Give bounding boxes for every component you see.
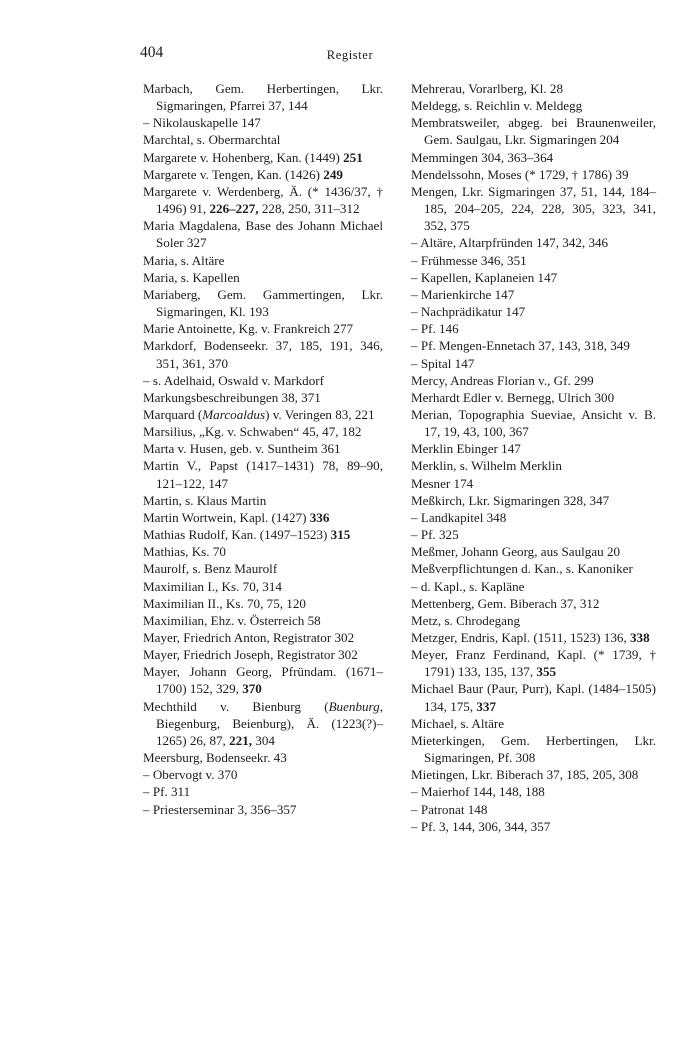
- index-entry: [143, 629, 383, 646]
- entry-text: Mengen, Lkr. Sigmaringen 37, 51, 144, 184–185, 204–205, 224, 228, 305, 323, 341, 352, 375: [411, 183, 656, 234]
- entry-text: – Pf. Mengen-Ennetach 37, 143, 318, 349: [411, 338, 630, 354]
- index-subentry: [411, 337, 656, 354]
- page-ref-bold: 355: [536, 664, 557, 680]
- entry-text: Meldegg, s. Reichlin v. Meldegg: [411, 98, 583, 114]
- page-ref-bold: 221,: [229, 732, 253, 748]
- index-entry: [143, 526, 383, 543]
- index-entry: [411, 543, 656, 560]
- index-subentry: [411, 578, 656, 595]
- index-entry: [411, 629, 656, 646]
- index-entry: [143, 509, 383, 526]
- entry-text: Biegenburg, Beienburg), Ä. (1223(?)–1265) 26, 87,: [156, 715, 383, 748]
- page-ref-bold: 249: [323, 166, 343, 182]
- entry-text: Merklin Ebinger 147: [411, 441, 521, 457]
- index-entry: [411, 149, 656, 166]
- entry-text: Meßverpflichtungen d. Kan., s. Kanoniker: [411, 561, 633, 577]
- index-entry: [411, 406, 656, 440]
- index-entry: [411, 183, 656, 234]
- entry-text: Mathias Rudolf, Kan. (1497–1523): [143, 527, 331, 543]
- entry-text: Mettenberg, Gem. Biberach 37, 312: [411, 595, 600, 611]
- index-entry: [143, 457, 383, 491]
- index-entry: [143, 269, 383, 286]
- entry-text: 304: [252, 732, 275, 748]
- index-entry: [143, 337, 383, 371]
- index-entry: [411, 457, 656, 474]
- entry-text: Michael, s. Altäre: [411, 715, 505, 731]
- entry-text: – Landkapitel 348: [411, 509, 507, 525]
- entry-text: Martin, s. Klaus Martin: [143, 492, 267, 508]
- index-entry: [143, 663, 383, 697]
- index-entry: [143, 149, 383, 166]
- index-entry: [411, 166, 656, 183]
- index-entry: [143, 183, 383, 217]
- index-subentry: [143, 372, 383, 389]
- index-entry: [143, 543, 383, 560]
- index-entry: [143, 80, 383, 114]
- index-subentry: [411, 509, 656, 526]
- index-subentry: [143, 114, 383, 131]
- entry-text: 228, 250, 311–312: [258, 201, 360, 217]
- index-subentry: [143, 801, 383, 818]
- entry-text: Mehrerau, Vorarlberg, Kl. 28: [411, 81, 563, 96]
- entry-text: Marta v. Husen, geb. v. Suntheim 361: [143, 441, 341, 457]
- index-subentry: [411, 252, 656, 269]
- entry-text: – Nikolauskapelle 147: [143, 115, 261, 131]
- entry-text: Mathias, Ks. 70: [143, 544, 226, 560]
- entry-text: – Frühmesse 346, 351: [411, 252, 527, 268]
- entry-text: Marquard (: [143, 406, 203, 422]
- index-subentry: [411, 234, 656, 251]
- index-subentry: [411, 801, 656, 818]
- index-entry: [411, 732, 656, 766]
- index-entry: [411, 680, 656, 714]
- index-subentry: [411, 269, 656, 286]
- entry-text: Marsilius, „Kg. v. Schwaben“ 45, 47, 182: [143, 424, 362, 440]
- entry-text: Metz, s. Chrodegang: [411, 612, 521, 628]
- entry-text: Maria, s. Kapellen: [143, 269, 240, 285]
- index-entry: [143, 612, 383, 629]
- index-subentry: [411, 355, 656, 372]
- index-entry: [143, 389, 383, 406]
- page-ref-bold: 337: [476, 698, 497, 714]
- index-entry: [411, 114, 656, 148]
- entry-text: – Kapellen, Kaplaneien 147: [411, 269, 558, 285]
- entry-text: Mayer, Friedrich Joseph, Registrator 302: [143, 647, 358, 663]
- index-entry: [411, 372, 656, 389]
- entry-text: – Patronat 148: [411, 801, 488, 817]
- page-ref-bold: 370: [242, 681, 262, 697]
- page-number: 404: [140, 44, 164, 61]
- italic-text: Marcoaldus: [202, 406, 266, 422]
- index-entry: [143, 492, 383, 509]
- entry-text: Marie Antoinette, Kg. v. Frankreich 277: [143, 321, 354, 337]
- index-entry: [143, 423, 383, 440]
- entry-text: Martin Wortwein, Kapl. (1427): [143, 509, 310, 525]
- entry-text: Maria Magdalena, Base des Johann Michael Soler 327: [143, 218, 383, 251]
- entry-text: Margarete v. Hohenberg, Kan. (1449): [143, 149, 344, 165]
- entry-text: – Obervogt v. 370: [143, 767, 238, 783]
- entry-text: – Pf. 325: [411, 527, 459, 543]
- entry-text: Meßkirch, Lkr. Sigmaringen 328, 347: [411, 492, 610, 508]
- entry-text: Mesner 174: [411, 475, 474, 491]
- index-entry: [411, 560, 656, 577]
- index-entry: [143, 698, 383, 749]
- index-entry: [411, 475, 656, 492]
- entry-text: – Pf. 3, 144, 306, 344, 357: [411, 818, 551, 834]
- index-entry: [411, 440, 656, 457]
- entry-text: Meßmer, Johann Georg, aus Saulgau 20: [411, 544, 621, 560]
- entry-text: Merklin, s. Wilhelm Merklin: [411, 458, 562, 474]
- entry-text: Merian, Topographia Sueviae, Ansicht v. B. 17, 19, 43, 100, 367: [411, 406, 656, 440]
- index-entry: [143, 440, 383, 457]
- entry-text: Mietingen, Lkr. Biberach 37, 185, 205, 308: [411, 767, 639, 783]
- index-column-right: [411, 80, 656, 835]
- entry-text: – Nachprädikatur 147: [411, 304, 526, 320]
- index-entry: [411, 492, 656, 509]
- index-entry: [143, 595, 383, 612]
- index-entry: [143, 646, 383, 663]
- entry-text: Michael Baur (Paur, Purr), Kapl. (1484–1505) 134, 175,: [411, 681, 656, 714]
- index-entry: [411, 97, 656, 114]
- entry-text: Marchtal, s. Obermarchtal: [143, 132, 281, 148]
- index-subentry: [411, 303, 656, 320]
- entry-text: Mayer, Friedrich Anton, Registrator 302: [143, 630, 355, 645]
- entry-text: Metzger, Endris, Kapl. (1511, 1523) 136,: [411, 630, 630, 645]
- index-subentry: [411, 320, 656, 337]
- entry-text: Maximilian, Ehz. v. Österreich 58: [143, 612, 321, 628]
- index-entry: [411, 595, 656, 612]
- index-entry: [143, 131, 383, 148]
- entry-text: Markungsbeschreibungen 38, 371: [143, 389, 321, 405]
- entry-text: Markdorf, Bodenseekr. 37, 185, 191, 346, 351, 361, 370: [143, 338, 383, 371]
- entry-text: Membratsweiler, abgeg. bei Braunenweiler, Gem. Saulgau, Lkr. Sigmaringen 204: [411, 115, 656, 148]
- entry-text: Marbach, Gem. Herbertingen, Lkr. Sigmaringen, Pfarrei 37, 144: [143, 81, 383, 114]
- index-entry: [411, 646, 656, 680]
- entry-text: Mercy, Andreas Florian v., Gf. 299: [411, 372, 594, 388]
- index-entry: [143, 252, 383, 269]
- index-subentry: [411, 526, 656, 543]
- entry-text: – Spital 147: [411, 355, 475, 371]
- entry-text: – Marienkirche 147: [411, 286, 515, 302]
- entry-text: ) v. Veringen 83, 221: [265, 406, 375, 422]
- entry-text: – s. Adelhaid, Oswald v. Markdorf: [143, 372, 324, 388]
- index-entry: [143, 217, 383, 251]
- index-entry: [411, 612, 656, 629]
- index-entry: [143, 166, 383, 183]
- entry-text: Mayer, Johann Georg, Pfründam. (1671–1700) 152, 329,: [143, 664, 383, 697]
- index-column-left: [143, 80, 383, 818]
- entry-text: Meyer, Franz Ferdinand, Kapl. (* 1739, † 1791) 133, 135, 137,: [411, 647, 656, 680]
- entry-text: – Pf. 146: [411, 321, 459, 337]
- page-ref-bold: 226–227,: [209, 201, 259, 217]
- entry-text: Margarete v. Werdenberg, Ä. (* 1436/37, † 1496) 91,: [143, 183, 383, 217]
- index-subentry: [411, 286, 656, 303]
- entry-text: – Altäre, Altarpfründen 147, 342, 346: [411, 235, 609, 251]
- page-ref-bold: 336: [309, 509, 330, 525]
- index-entry: [143, 560, 383, 577]
- entry-text: Mechthild v. Bienburg (: [143, 698, 329, 714]
- entry-text: Mendelssohn, Moses (* 1729, † 1786) 39: [411, 166, 629, 182]
- page-ref-bold: 338: [630, 630, 650, 645]
- entry-text: Margarete v. Tengen, Kan. (1426): [143, 166, 324, 182]
- entry-text: – d. Kapl., s. Kapläne: [411, 578, 525, 594]
- entry-text: Martin V., Papst (1417–1431) 78, 89–90, 121–122, 147: [143, 458, 383, 491]
- entry-text: Meersburg, Bodenseekr. 43: [143, 750, 287, 766]
- entry-text: Maurolf, s. Benz Maurolf: [143, 561, 278, 577]
- index-entry: [411, 389, 656, 406]
- running-head: Register: [326, 48, 374, 62]
- entry-text: Maximilian II., Ks. 70, 75, 120: [143, 595, 306, 611]
- entry-text: Mieterkingen, Gem. Herbertingen, Lkr. Sigmaringen, Pf. 308: [411, 732, 656, 766]
- entry-text: Maximilian I., Ks. 70, 314: [143, 578, 282, 594]
- index-entry: [143, 749, 383, 766]
- index-entry: [411, 80, 656, 97]
- index-subentry: [411, 818, 656, 835]
- italic-text: Buenburg,: [328, 698, 383, 714]
- entry-text: – Priesterseminar 3, 356–357: [143, 801, 297, 817]
- index-subentry: [411, 783, 656, 800]
- index-entry: [143, 406, 383, 423]
- index-entry: [411, 715, 656, 732]
- index-entry: [143, 578, 383, 595]
- index-entry: [143, 286, 383, 320]
- index-subentry: [143, 766, 383, 783]
- page-ref-bold: 315: [330, 527, 351, 543]
- entry-text: Memmingen 304, 363–364: [411, 149, 554, 165]
- entry-text: Merhardt Edler v. Bernegg, Ulrich 300: [411, 389, 615, 405]
- index-entry: [143, 320, 383, 337]
- entry-text: Maria, s. Altäre: [143, 252, 225, 268]
- page-ref-bold: 251: [343, 149, 363, 165]
- index-entry: [411, 766, 656, 783]
- entry-text: – Maierhof 144, 148, 188: [411, 784, 545, 800]
- entry-text: – Pf. 311: [143, 784, 191, 800]
- index-subentry: [143, 783, 383, 800]
- entry-text: Mariaberg, Gem. Gammertingen, Lkr. Sigmaringen, Kl. 193: [143, 286, 383, 320]
